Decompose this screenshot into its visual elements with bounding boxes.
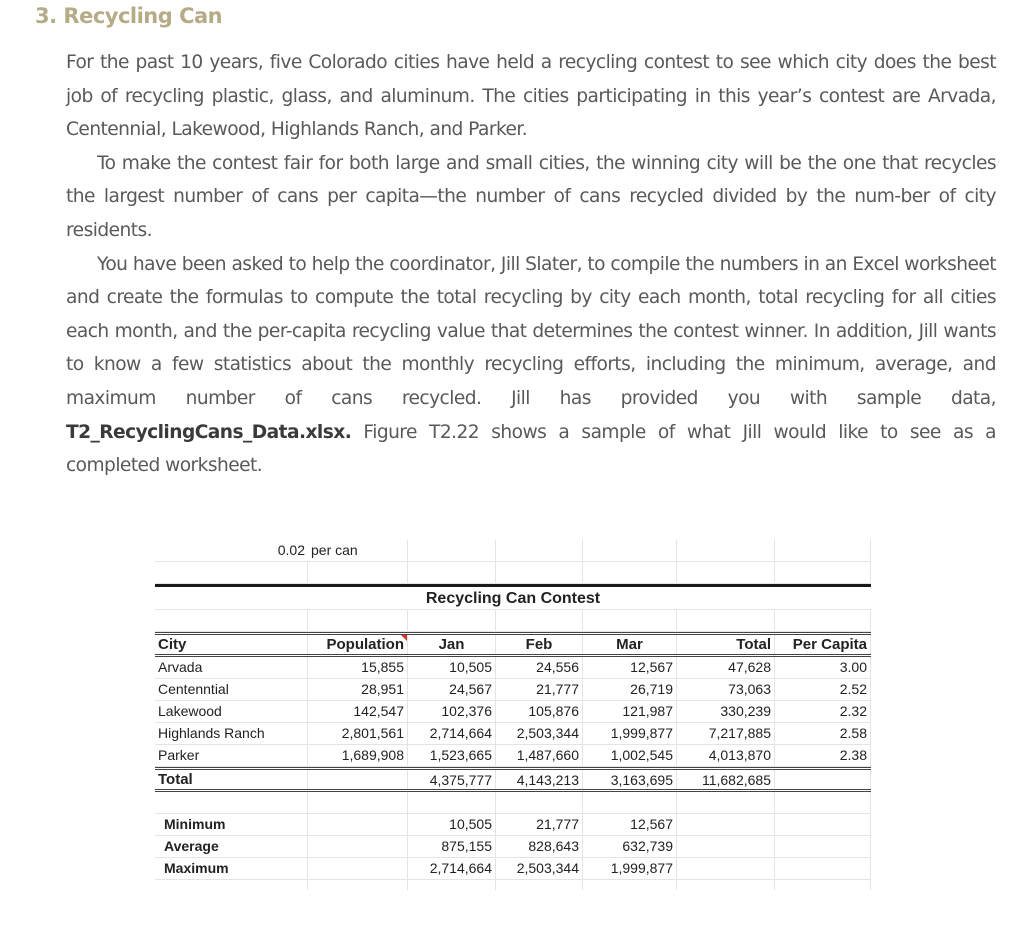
header-row bbox=[155, 632, 871, 657]
rate-label: per can bbox=[308, 540, 408, 561]
stats-row-minimum: Minimum 10,505 21,777 12,567 bbox=[155, 814, 871, 836]
stats-row-maximum: Maximum 2,714,664 2,503,344 1,999,877 bbox=[155, 858, 871, 880]
header-jan: Jan bbox=[408, 635, 496, 654]
table-row: Highlands Ranch 2,801,561 2,714,664 2,503,344 1,999,877 7,217,885 2.58 bbox=[155, 723, 871, 745]
spreadsheet-figure bbox=[155, 540, 871, 890]
title-row bbox=[155, 584, 871, 610]
data-filename: T2_RecyclingCans_Data.xlsx. bbox=[66, 421, 352, 443]
blank-row bbox=[155, 792, 871, 814]
table-row: Centenntial 28,951 24,567 21,777 26,719 73,063 2.52 bbox=[155, 679, 871, 701]
blank-row bbox=[155, 562, 871, 584]
rate-value: 0.02 bbox=[277, 542, 305, 558]
header-population: Population bbox=[308, 635, 408, 654]
table-row: Lakewood 142,547 102,376 105,876 121,987 330,239 2.32 bbox=[155, 701, 871, 723]
header-per-capita: Per Capita bbox=[775, 635, 871, 654]
header-feb: Feb bbox=[496, 635, 583, 654]
paragraph-3: You have been asked to help the coordinator, Jill Slater, to compile the numbers in an Excel worksheet and create the formulas to compute the total recycling by city each month, total recycling for all cities each month, and the per-capita recycling value that determines the contest winner. In addition, Jill wants to know a few statistics about the monthly recycling efforts, including the minimum, average, and maximum number of cans recycled. Jill has provided you with sample data, T2_RecyclingCans_Data.xlsx. Figure T2.22 shows a sample of what Jill would like to see as a completed worksheet. bbox=[66, 253, 996, 477]
blank-row bbox=[155, 610, 871, 632]
blank-row bbox=[155, 880, 871, 890]
header-total: Total bbox=[677, 635, 775, 654]
comment-indicator-icon[interactable] bbox=[401, 635, 407, 641]
paragraph-1: For the past 10 years, five Colorado cities have held a recycling contest to see which city does the best job of recycling plastic, glass, and aluminum. The cities participating in this year’s contest are Arvada, Centennial, Lakewood, Highlands Ranch, and Parker. bbox=[66, 52, 996, 141]
instructions-text bbox=[66, 46, 996, 483]
sheet-title: Recycling Can Contest bbox=[425, 590, 601, 607]
header-mar: Mar bbox=[583, 635, 677, 654]
section-heading: 3. Recycling Can bbox=[35, 4, 223, 28]
table-row: Parker 1,689,908 1,523,665 1,487,660 1,002,545 4,013,870 2.38 bbox=[155, 745, 871, 767]
paragraph-2: To make the contest fair for both large and small cities, the winning city will be the one that recycles the largest number of cans per capita—the number of cans recycled divided by the num-ber of city residents. bbox=[66, 152, 996, 241]
total-row: Total 4,375,777 4,143,213 3,163,695 11,682,685 bbox=[155, 767, 871, 792]
table-row: Arvada 15,855 10,505 24,556 12,567 47,628 3.00 bbox=[155, 657, 871, 679]
rate-row bbox=[155, 540, 871, 562]
stats-row-average: Average 875,155 828,643 632,739 bbox=[155, 836, 871, 858]
header-city: City bbox=[155, 635, 308, 654]
